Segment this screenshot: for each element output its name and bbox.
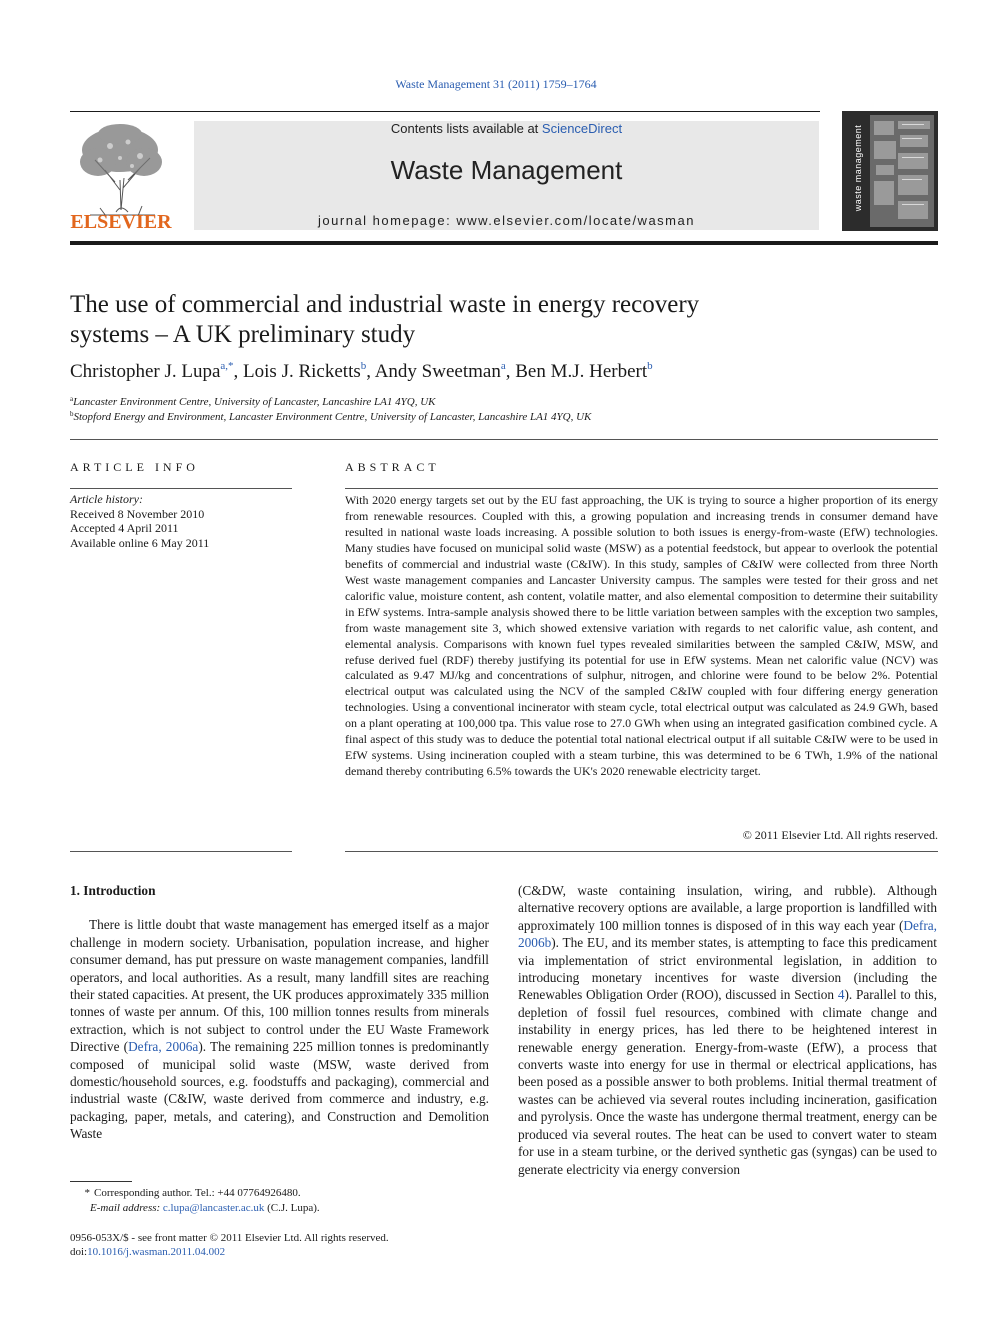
abstract-rule — [345, 488, 938, 489]
email-suffix: (C.J. Lupa). — [264, 1202, 320, 1214]
affiliation-marker: b — [70, 410, 74, 418]
abstract-copyright: © 2011 Elsevier Ltd. All rights reserved. — [742, 828, 938, 842]
heading-spacer — [70, 899, 489, 916]
author-name[interactable]: Ben M.J. Herbert — [515, 361, 648, 382]
paragraph-text: ). The EU, and its member states, is attempting to face this predicament via implementation of strict environmental legislation, in addition to introducing monetary incentives for waste diversion (including the Renewables Obligation Order (ROO), discussed in Section — [518, 935, 937, 1003]
header-rule — [70, 111, 820, 112]
email-label: E-mail address: — [90, 1202, 161, 1214]
history-received: Received 8 November 2010 — [70, 506, 205, 521]
author-affiliation-marker[interactable]: b — [360, 360, 367, 372]
affiliation-b — [70, 410, 770, 423]
email-note — [70, 1201, 509, 1216]
contents-prefix: Contents lists available at — [390, 121, 542, 136]
history-accepted: Accepted 4 April 2011 — [70, 521, 179, 535]
abstract-text: With 2020 energy targets set out by the EU fast approaching, the UK is trying to source a higher proportion of its energy from renewable resources. Coupled with this, a growing population and increasing trends in consumer demand have resulted in national waste loads increasing. A possible solution to both issues is energy-from-waste (EfW) technologies. Many studies have focused on municipal solid waste (MSW) as a potential feedstock, but appear to overlook the potential benefits of commercial and industrial waste (C&IW). In this study, samples of C&IW were collected from three North West waste management companies and Lancaster University campus. The samples were tested for their gross and net calorific value, moisture content, ash content, volatile matter, and also elemental composition to determine their suitability in EfW systems. Intra-sample analysis showed there to be little variation between samples with the exception two samples, from waste management site 3, which showed extensive variation with regards to net calorific value, ash content, and elemental analysis. Comparisons with known fuel types revealed similarities between the sampled C&IW, MSW, and refuse derived fuel (RDF) thereby justifying its potential for use in EfW systems. Mean net calorific value (NCV) was calculated as 9.47 MJ/kg and concentrations of sulphur, nitrogen, and chlorine were found to be below 2%. Potential electrical output was calculated using the NCV of the sampled C&IW coupled with four differing energy generation technologies. Using a conventional incinerator with steam cycle, total electrical output was calculated as 24.9 GWh, based on a plant operating at 100,000 tpa. This value rose to 27.0 GWh when using an integrated gasification combined cycle. A final aspect of this study was to deduce the potential total national electrical output if all suitable C&IW were to be used in EfW systems. Using incineration coupled with a steam turbine, this was determined to be 6 TWh, 1.9% of the national demand thereby contributing 6.5% towards the UK's 2020 renewable electricity target. — [345, 493, 938, 779]
journal-homepage[interactable]: journal homepage: www.elsevier.com/locate/wasman — [318, 213, 695, 228]
affiliation-marker: a — [70, 395, 74, 403]
doi-line — [70, 1245, 570, 1260]
affiliation-rule — [70, 439, 938, 440]
paragraph-text: ). The remaining 225 million tonnes is predominantly composed of municipal solid waste (MSW, waste derived from domestic/household sources, e.g. foodstuffs and packaging), commercial and industrial waste (C&IW, waste derived from commerce and industry, e.g. packaging, paper, metals, and catering), and Construction and Demolition Waste — [70, 1039, 490, 1142]
journal-citation[interactable]: Waste Management 31 (2011) 1759–1764 — [395, 77, 597, 91]
author-affiliation-marker[interactable]: b — [647, 360, 653, 372]
author-separator: , — [505, 361, 516, 382]
abstract-heading: ABSTRACT — [345, 460, 440, 474]
issn-line: 0956-053X/$ - see front matter © 2011 Elsevier Ltd. All rights reserved. — [70, 1232, 389, 1244]
doi-label: doi: — [70, 1246, 88, 1258]
reference-link[interactable]: Defra, 2006b — [518, 917, 937, 951]
email-link[interactable]: c.lupa@lancaster.ac.uk — [162, 1202, 265, 1214]
author-name[interactable]: Christopher J. Lupa — [70, 361, 221, 382]
paragraph-text: ). Parallel to this, depletion of fossil fuel resources, combined with climate change and instability in energy prices, has led there to be heightened interest in renewable energy generation. Energy-from-waste (EfW), a process that converts waste into energy for use in thermal or electrical applications, has been posed as a possible answer to both problems. Initial thermal treatment of wastes can be achieved via several routes including incineration, gasification and pyrolysis. Once the waste has undergone thermal treatment, energy can be produced via several routes. The heat can be used to convert water to steam for use in a steam turbine, or the derived synthetic gas (syngas) can be used to generate electricity via energy conversion — [518, 987, 937, 1177]
reference-link[interactable]: Defra, 2006a — [128, 1039, 199, 1055]
body-right-column — [518, 882, 937, 1178]
affiliation-a — [70, 395, 770, 408]
header-thick-rule — [70, 241, 938, 245]
history-label: Article history: — [70, 492, 143, 506]
sciencedirect-link[interactable]: ScienceDirect — [541, 121, 623, 136]
body-left-column — [70, 882, 489, 1143]
elsevier-wordmark: ELSEVIER — [70, 211, 172, 233]
footnote-rule — [70, 1181, 132, 1182]
corresponding-text: Corresponding author. Tel.: +44 07764926480. — [94, 1187, 301, 1199]
author-affiliation-marker[interactable]: a,* — [220, 360, 234, 372]
contents-line — [194, 121, 819, 136]
author-separator: , — [366, 361, 375, 382]
corresponding-author-note — [70, 1186, 489, 1201]
article-title: The use of commercial and industrial waste in energy recovery systems – A UK preliminary study — [70, 291, 700, 348]
author-affiliation-marker[interactable]: a — [500, 360, 506, 372]
author-name[interactable]: Andy Sweetman — [374, 361, 501, 382]
author-list — [70, 360, 930, 383]
article-info-heading: ARTICLE INFO — [70, 460, 199, 474]
cover-title: waste management — [853, 124, 863, 212]
journal-cover-thumbnail[interactable] — [842, 111, 938, 231]
section-link[interactable]: 4 — [837, 987, 845, 1003]
author-separator: , — [233, 361, 244, 382]
abstract-bottom-rule — [345, 851, 938, 852]
affiliation-text: Stopford Energy and Environment, Lancaster Environment Centre, University of Lancaster, Lancashire LA1 4YQ, UK — [73, 411, 592, 423]
article-info-rule — [70, 488, 292, 489]
author-name[interactable]: Lois J. Ricketts — [243, 361, 361, 382]
intro-paragraph — [70, 916, 489, 1142]
paragraph-text: (C&DW, waste containing insulation, wiring, and rubble). Although alternative recovery options are available, a large proportion is landfilled with approximately 100 million tonnes is disposed of in this way each year ( — [518, 883, 937, 933]
doi-link[interactable]: 10.1016/j.wasman.2011.04.002 — [87, 1246, 226, 1258]
article-history — [70, 492, 292, 550]
journal-name: Waste Management — [390, 155, 623, 185]
paragraph-text: There is little doubt that waste management has emerged itself as a major challenge in modern society. Urbanisation, population increase, and higher consumer demand, has put pressure on waste management companies, landfill operators, and local authorities. As a result, many landfill sites are reaching their stated capacities. At present, the UK produces approximately 335 million tonnes of waste per annum. Of this, 100 million tonnes results from minerals extraction, which is not subject to control under the EU Waste Framework Directive ( — [70, 917, 489, 1055]
history-online: Available online 6 May 2011 — [70, 535, 210, 550]
section-heading-introduction: 1. Introduction — [70, 883, 156, 898]
affiliation-text: Lancaster Environment Centre, University of Lancaster, Lancashire LA1 4YQ, UK — [73, 396, 436, 408]
footnote-star: * — [84, 1187, 90, 1199]
article-info-bottom-rule — [70, 851, 292, 852]
